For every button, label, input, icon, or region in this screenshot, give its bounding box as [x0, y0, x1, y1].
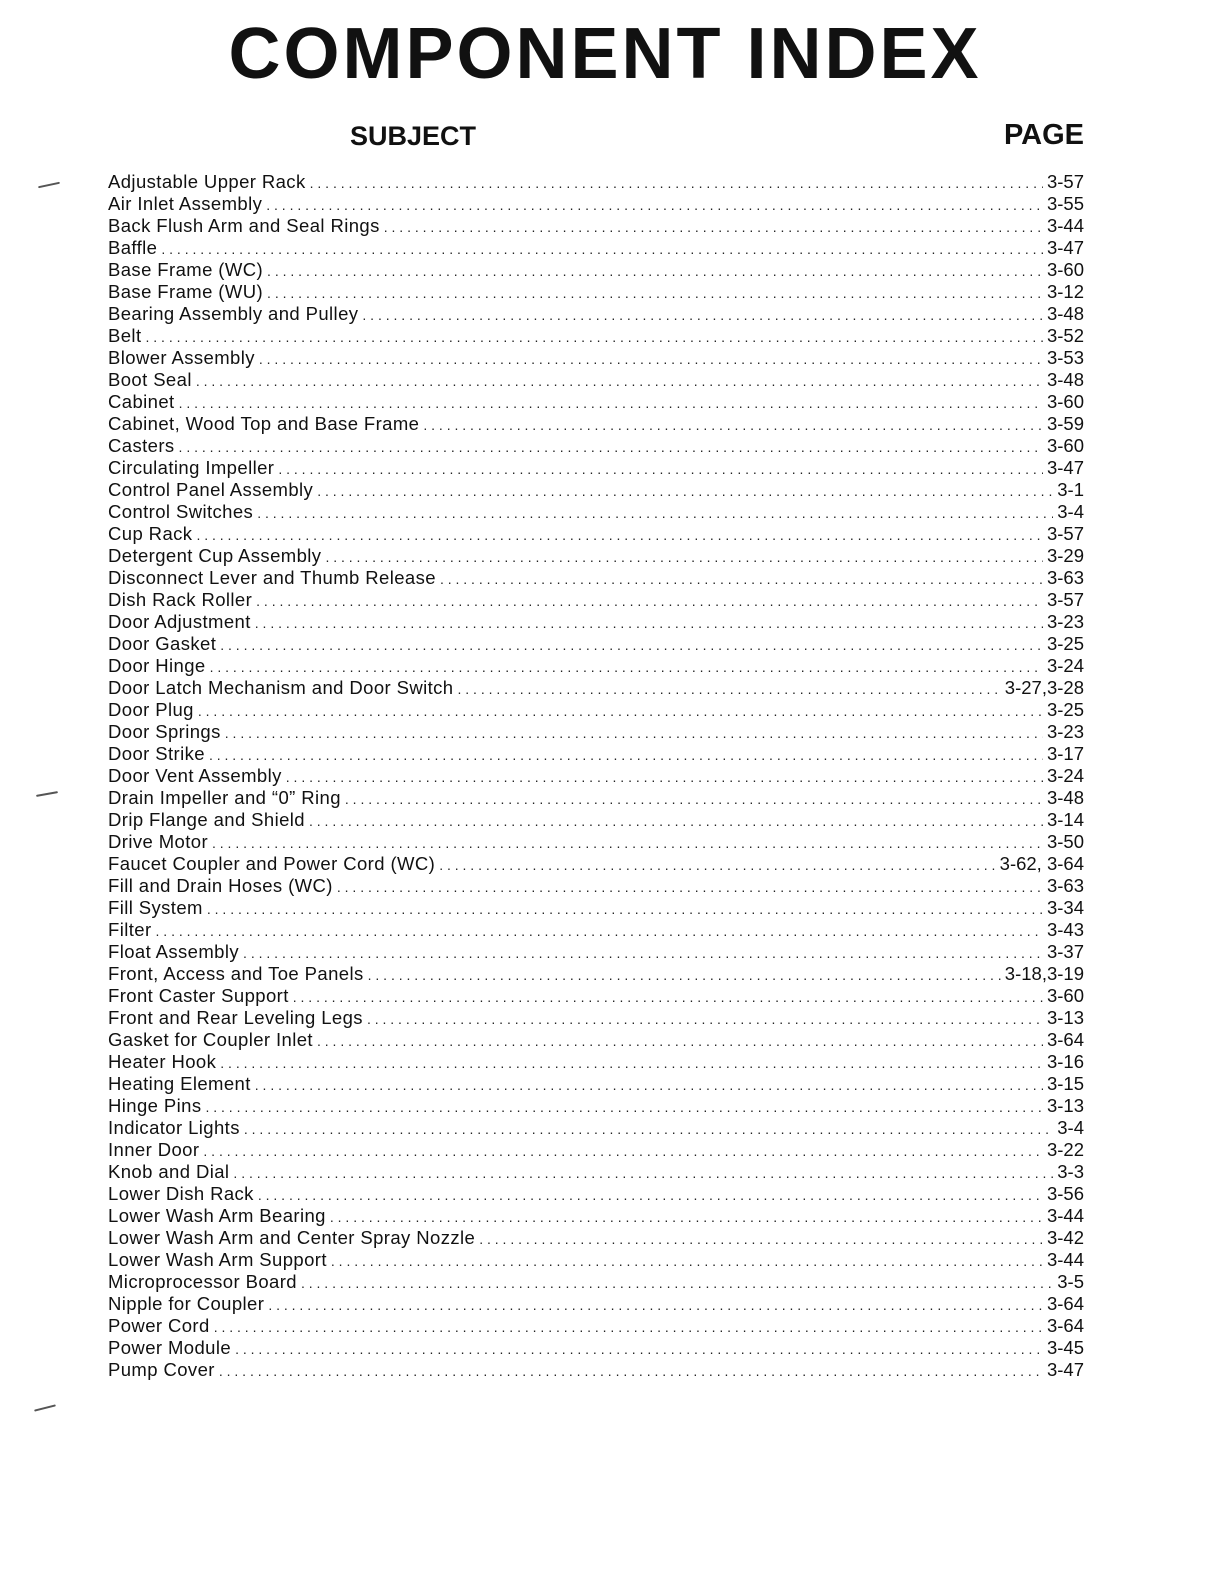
index-entry	[108, 919, 1084, 941]
entry-subject: Door Gasket	[108, 633, 217, 654]
entry-page: 3-44	[1046, 215, 1084, 236]
entry-page: 3-44	[1046, 1249, 1084, 1270]
entry-page: 3-48	[1046, 303, 1084, 324]
entry-subject: Lower Dish Rack	[108, 1183, 254, 1204]
dot-leader	[317, 480, 1053, 502]
dot-leader	[212, 832, 1043, 854]
entry-subject: Float Assembly	[108, 941, 240, 962]
entry-page: 3-57	[1046, 523, 1084, 544]
dot-leader	[331, 1250, 1043, 1272]
entry-subject: Knob and Dial	[108, 1161, 230, 1182]
entry-page: 3-60	[1046, 259, 1084, 280]
dot-leader	[156, 920, 1043, 942]
entry-page: 3-4	[1057, 501, 1084, 522]
index-entry	[108, 677, 1084, 699]
entry-page: 3-60	[1046, 985, 1084, 1006]
entry-page: 3-62, 3-64	[999, 853, 1084, 874]
entry-page: 3-44	[1046, 1205, 1084, 1226]
index-entry	[108, 325, 1084, 347]
entry-subject: Circulating Impeller	[108, 457, 275, 478]
entry-subject: Dish Rack Roller	[108, 589, 253, 610]
entry-subject: Fill and Drain Hoses (WC)	[108, 875, 333, 896]
entry-page: 3-42	[1046, 1227, 1084, 1248]
scan-mark	[34, 1404, 56, 1411]
entry-page: 3-29	[1046, 545, 1084, 566]
entry-subject: Door Strike	[108, 743, 205, 764]
index-entry	[108, 611, 1084, 633]
index-entry	[108, 941, 1084, 963]
index-entry	[108, 1073, 1084, 1095]
dot-leader	[266, 194, 1043, 216]
index-entry	[108, 1271, 1084, 1293]
index-entry	[108, 193, 1084, 215]
entry-page: 3-59	[1046, 413, 1084, 434]
entry-page: 3-13	[1046, 1095, 1084, 1116]
index-entry	[108, 1315, 1084, 1337]
dot-leader	[161, 238, 1043, 260]
index-entry	[108, 809, 1084, 831]
entry-page: 3-57	[1046, 171, 1084, 192]
entry-subject: Lower Wash Arm and Center Spray Nozzle	[108, 1227, 476, 1248]
index-entry	[108, 589, 1084, 611]
dot-leader	[309, 810, 1043, 832]
index-entry	[108, 523, 1084, 545]
entry-subject: Door Plug	[108, 699, 194, 720]
binding-edge	[0, 0, 4, 1584]
entry-subject: Bearing Assembly and Pulley	[108, 303, 359, 324]
entry-page: 3-25	[1046, 699, 1084, 720]
entry-page: 3-25	[1046, 633, 1084, 654]
dot-leader	[244, 1118, 1053, 1140]
index-entry	[108, 347, 1084, 369]
dot-leader	[255, 1074, 1043, 1096]
dot-leader	[256, 590, 1043, 612]
index-entry	[108, 391, 1084, 413]
entry-subject: Inner Door	[108, 1139, 200, 1160]
index-entry	[108, 721, 1084, 743]
entry-page: 3-64	[1046, 1315, 1084, 1336]
entry-subject: Front, Access and Toe Panels	[108, 963, 364, 984]
dot-leader	[267, 260, 1043, 282]
entry-subject: Base Frame (WC)	[108, 259, 264, 280]
entry-subject: Door Latch Mechanism and Door Switch	[108, 677, 454, 698]
index-entry	[108, 1205, 1084, 1227]
entry-subject: Power Cord	[108, 1315, 210, 1336]
index-entry	[108, 501, 1084, 523]
dot-leader	[214, 1316, 1043, 1338]
entry-subject: Door Adjustment	[108, 611, 251, 632]
dot-leader	[325, 546, 1043, 568]
entry-subject: Drain Impeller and “0” Ring	[108, 787, 341, 808]
entry-page: 3-43	[1046, 919, 1084, 940]
entry-page: 3-18,3-19	[1004, 963, 1084, 984]
dot-leader	[301, 1272, 1053, 1294]
entry-page: 3-23	[1046, 611, 1084, 632]
index-entry	[108, 567, 1084, 589]
entry-page: 3-57	[1046, 589, 1084, 610]
entry-page: 3-27,3-28	[1004, 677, 1084, 698]
dot-leader	[479, 1228, 1043, 1250]
dot-leader	[259, 348, 1043, 370]
entry-subject: Lower Wash Arm Bearing	[108, 1205, 326, 1226]
entry-subject: Faucet Coupler and Power Cord (WC)	[108, 853, 436, 874]
entry-subject: Door Springs	[108, 721, 221, 742]
entry-subject: Drive Motor	[108, 831, 208, 852]
dot-leader	[210, 656, 1043, 678]
index-entry	[108, 699, 1084, 721]
dot-leader	[368, 964, 1001, 986]
index-entry	[108, 1139, 1084, 1161]
page-title: COMPONENT INDEX	[228, 14, 982, 94]
dot-leader	[179, 392, 1043, 414]
index-entry	[108, 1007, 1084, 1029]
index-entry	[108, 479, 1084, 501]
dot-leader	[198, 700, 1043, 722]
index-entry	[108, 281, 1084, 303]
dot-leader	[267, 282, 1043, 304]
entry-subject: Pump Cover	[108, 1359, 215, 1380]
entry-page: 3-45	[1046, 1337, 1084, 1358]
entry-page: 3-52	[1046, 325, 1084, 346]
entry-subject: Power Module	[108, 1337, 232, 1358]
entry-page: 3-37	[1046, 941, 1084, 962]
index-entry	[108, 1359, 1084, 1381]
index-entry	[108, 435, 1084, 457]
dot-leader	[423, 414, 1043, 436]
index-entry	[108, 1051, 1084, 1073]
entry-subject: Detergent Cup Assembly	[108, 545, 322, 566]
index-entry	[108, 765, 1084, 787]
index-entry	[108, 303, 1084, 325]
entry-subject: Front Caster Support	[108, 985, 289, 1006]
dot-leader	[258, 1184, 1043, 1206]
subject-column-header: SUBJECT	[350, 121, 477, 151]
entry-page: 3-47	[1046, 1359, 1084, 1380]
dot-leader	[458, 678, 1001, 700]
index-entry	[108, 1117, 1084, 1139]
dot-leader	[293, 986, 1043, 1008]
entry-subject: Indicator Lights	[108, 1117, 240, 1138]
dot-leader	[233, 1162, 1053, 1184]
dot-leader	[345, 788, 1043, 810]
entry-subject: Back Flush Arm and Seal Rings	[108, 215, 380, 236]
entry-page: 3-34	[1046, 897, 1084, 918]
entry-subject: Casters	[108, 435, 175, 456]
index-entry	[108, 743, 1084, 765]
entry-page: 3-56	[1046, 1183, 1084, 1204]
index-entry	[108, 875, 1084, 897]
dot-leader	[196, 370, 1043, 392]
entry-page: 3-63	[1046, 875, 1084, 896]
dot-leader	[384, 216, 1043, 238]
entry-page: 3-24	[1046, 765, 1084, 786]
entry-subject: Gasket for Coupler Inlet	[108, 1029, 313, 1050]
index-entry	[108, 413, 1084, 435]
index-entry	[108, 655, 1084, 677]
index-entry	[108, 831, 1084, 853]
index-entry	[108, 1249, 1084, 1271]
dot-leader	[196, 524, 1043, 546]
entry-subject: Lower Wash Arm Support	[108, 1249, 327, 1270]
entry-subject: Air Inlet Assembly	[108, 193, 263, 214]
entry-page: 3-64	[1046, 1029, 1084, 1050]
dot-leader	[440, 568, 1043, 590]
entry-page: 3-15	[1046, 1073, 1084, 1094]
entry-subject: Control Panel Assembly	[108, 479, 314, 500]
index-entry	[108, 1227, 1084, 1249]
index-entry	[108, 985, 1084, 1007]
dot-leader	[179, 436, 1043, 458]
index-entry	[108, 545, 1084, 567]
entry-subject: Adjustable Upper Rack	[108, 171, 306, 192]
entry-subject: Front and Rear Leveling Legs	[108, 1007, 363, 1028]
dot-leader	[439, 854, 995, 876]
dot-leader	[278, 458, 1043, 480]
scan-mark	[36, 791, 58, 797]
entry-page: 3-50	[1046, 831, 1084, 852]
index-entry	[108, 897, 1084, 919]
entry-subject: Belt	[108, 325, 142, 346]
entry-page: 3-17	[1046, 743, 1084, 764]
index-entry	[108, 633, 1084, 655]
index-entry	[108, 1161, 1084, 1183]
entry-subject: Drip Flange and Shield	[108, 809, 305, 830]
entry-page: 3-24	[1046, 655, 1084, 676]
entry-subject: Disconnect Lever and Thumb Release	[108, 567, 436, 588]
dot-leader	[145, 326, 1042, 348]
entry-subject: Cabinet, Wood Top and Base Frame	[108, 413, 420, 434]
index-entry	[108, 787, 1084, 809]
entry-subject: Control Switches	[108, 501, 254, 522]
index-entry	[108, 259, 1084, 281]
entry-page: 3-48	[1046, 369, 1084, 390]
entry-page: 3-60	[1046, 435, 1084, 456]
entry-subject: Boot Seal	[108, 369, 192, 390]
index-entry	[108, 369, 1084, 391]
index-entry	[108, 1183, 1084, 1205]
entry-subject: Base Frame (WU)	[108, 281, 264, 302]
dot-leader	[286, 766, 1043, 788]
dot-leader	[225, 722, 1043, 744]
index-entry	[108, 237, 1084, 259]
entry-page: 3-3	[1057, 1161, 1084, 1182]
dot-leader	[220, 1052, 1043, 1074]
dot-leader	[330, 1206, 1043, 1228]
dot-leader	[243, 942, 1043, 964]
entry-page: 3-60	[1046, 391, 1084, 412]
dot-leader	[219, 1360, 1043, 1382]
dot-leader	[310, 172, 1043, 194]
entry-subject: Cabinet	[108, 391, 175, 412]
dot-leader	[220, 634, 1043, 656]
dot-leader	[203, 1140, 1043, 1162]
entry-subject: Microprocessor Board	[108, 1271, 297, 1292]
entry-page: 3-22	[1046, 1139, 1084, 1160]
entry-page: 3-53	[1046, 347, 1084, 368]
entry-subject: Baffle	[108, 237, 158, 258]
dot-leader	[367, 1008, 1043, 1030]
dot-leader	[205, 1096, 1043, 1118]
index-entry	[108, 215, 1084, 237]
entry-subject: Nipple for Coupler	[108, 1293, 265, 1314]
index-entry	[108, 1029, 1084, 1051]
index-entry	[108, 171, 1084, 193]
entry-page: 3-12	[1046, 281, 1084, 302]
index-entry	[108, 963, 1084, 985]
entry-page: 3-63	[1046, 567, 1084, 588]
entry-subject: Fill System	[108, 897, 203, 918]
dot-leader	[235, 1338, 1043, 1360]
index-list	[108, 171, 1084, 1381]
entry-subject: Heater Hook	[108, 1051, 217, 1072]
dot-leader	[209, 744, 1043, 766]
index-entry	[108, 1337, 1084, 1359]
entry-page: 3-47	[1046, 237, 1084, 258]
index-entry	[108, 457, 1084, 479]
dot-leader	[255, 612, 1043, 634]
entry-page: 3-16	[1046, 1051, 1084, 1072]
entry-page: 3-48	[1046, 787, 1084, 808]
dot-leader	[337, 876, 1043, 898]
entry-page: 3-14	[1046, 809, 1084, 830]
dot-leader	[362, 304, 1043, 326]
dot-leader	[268, 1294, 1043, 1316]
entry-page: 3-47	[1046, 457, 1084, 478]
entry-page: 3-55	[1046, 193, 1084, 214]
index-entry	[108, 1095, 1084, 1117]
entry-page: 3-64	[1046, 1293, 1084, 1314]
entry-subject: Blower Assembly	[108, 347, 255, 368]
entry-subject: Cup Rack	[108, 523, 193, 544]
entry-subject: Filter	[108, 919, 152, 940]
entry-page: 3-4	[1057, 1117, 1084, 1138]
entry-subject: Door Hinge	[108, 655, 206, 676]
page-column-header: PAGE	[1003, 119, 1084, 151]
index-entry	[108, 1293, 1084, 1315]
entry-subject: Door Vent Assembly	[108, 765, 282, 786]
entry-page: 3-23	[1046, 721, 1084, 742]
entry-page: 3-13	[1046, 1007, 1084, 1028]
scan-mark	[38, 182, 60, 189]
dot-leader	[317, 1030, 1043, 1052]
index-entry	[108, 853, 1084, 875]
entry-subject: Heating Element	[108, 1073, 251, 1094]
dot-leader	[207, 898, 1043, 920]
dot-leader	[257, 502, 1053, 524]
entry-page: 3-1	[1057, 479, 1084, 500]
entry-page: 3-5	[1057, 1271, 1084, 1292]
entry-subject: Hinge Pins	[108, 1095, 202, 1116]
